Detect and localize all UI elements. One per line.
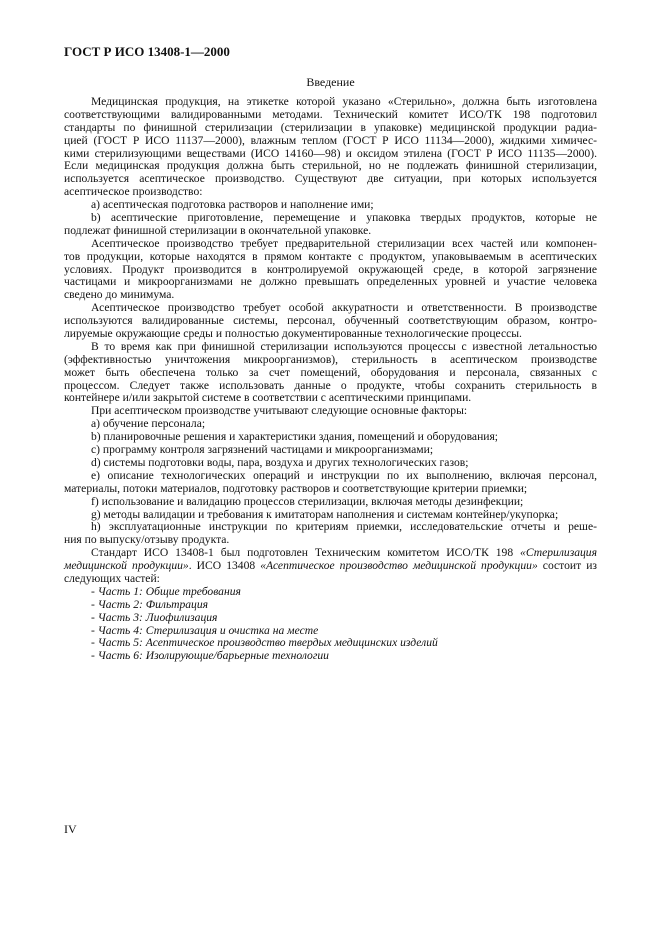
text-segment: тов продукции, которые находятся в прямом контакте с продуктом, упаковываемым в асептических [64,249,597,263]
text-segment: Медицинская продукция, на этикетке которой указано «Стерильно», должна быть изготовлена [91,95,597,108]
text-segment: используются валидированные системы, персонал, обученный соответствующим образом, контро- [64,314,597,328]
italic-text: - Часть 5: Асептическое производство твердых медицинских изделий [91,636,438,650]
text-segment: может быть обеспечена только за счет помещений, оборудования и персонала, связанных с [64,365,597,379]
text-segment: стандарты по финишной стерилизации (стерилизации в упаковке) медицинской продукции радиа- [64,120,597,134]
text-segment: a) обучение персонала; [91,417,206,431]
document-body [64,96,597,663]
text-segment: g) методы валидации и требования к имитаторам наполнения и системам контейнер/укупорка; [91,507,559,521]
italic-text: медицинской продукции» [64,559,189,573]
text-segment: h) эксплуатационные инструкции по критериям приемки, исследовательские отчеты и реше- [91,520,597,534]
text-segment: цией (ГОСТ Р ИСО 11137—2000), влажным теплом (ГОСТ Р ИСО 11134—2000), жидкими химичес- [64,133,597,147]
text-segment: материалы, потоки материалов, подготовку растворов и соответствующие критерии приемки; [64,481,528,495]
text-segment: соответствующими валидированными методами. Технический комитет ИСО/ТК 198 подготовил [64,107,597,121]
italic-text: - Часть 2: Фильтрация [91,597,209,611]
text-segment: ния по выпуску/отзыву продукта. [64,533,230,547]
italic-text: - Часть 6: Изолирующие/барьерные технологии [91,649,329,663]
text-segment: процессом. Следует также использовать данные о продукте, чтобы сохранить стерильность в [64,378,597,392]
text-segment: следующих частей: [64,571,160,585]
italic-text: - Часть 3: Лиофилизация [91,610,218,624]
text-segment: c) программу контроля загрязнений частицами и микроорганизмами; [91,443,434,457]
section-title: Введение [306,75,355,89]
text-segment: асептическое производство: [64,185,203,199]
text-segment: Стандарт ИСО 13408-1 был подготовлен Техническим комитетом ИСО/ТК 198 [91,546,521,560]
text-segment: . ИСО 13408 [188,559,261,573]
text-segment: Если медицинская продукция должна быть стерильной, но не подлежать финишной стерилизации, [64,159,597,173]
document-header: ГОСТ Р ИСО 13408-1—2000 [64,44,230,59]
text-segment: используется асептическое производство. Существуют две ситуации, при которых используется [64,172,597,186]
text-segment: a) асептическая подготовка растворов и наполнение ими; [91,198,374,212]
text-segment: d) системы подготовки воды, пара, воздуха и других технологических газов; [91,455,469,469]
italic-text: - Часть 1: Общие требования [91,584,241,598]
text-segment: частицами и микроорганизмами не должно превышать определенных уровней и участие человека [64,275,597,289]
text-line [64,650,597,663]
text-segment: b) планировочные решения и характеристики здания, помещений и оборудования; [91,430,499,444]
text-segment: f) использование и валидацию процессов стерилизации, включая методы дезинфекции; [91,494,524,508]
text-segment: Асептическое производство требует особой аккуратности и ответственности. В производстве [91,301,597,315]
text-segment: e) описание технологических операций и инструкции по их выполнению, включая персонал, [91,468,597,482]
text-segment: лируемые окружающие среды и полностью документированные технологические процессы. [64,327,522,341]
text-segment: условиях. Продукт производится в контролируемой окружающей среде, в которой загрязнение [64,262,597,276]
text-segment: сведено до минимума. [64,288,175,302]
italic-text: - Часть 4: Стерилизация и очистка на месте [91,623,319,637]
text-segment: кими стерилизующими веществами (ИСО 14160—98) и оксидом этилена (ГОСТ Р ИСО 11135—2000). [64,146,597,160]
text-segment: (эффективностью уничтожения микроорганизмов), стерильность в асептическом производстве [64,352,597,366]
italic-text: «Стерилизация [520,546,597,560]
text-segment: контейнере и/или закрытой системе в соответствии с асептическими принципами. [64,391,472,405]
text-segment: состоит из [537,559,597,573]
text-segment: В то время как при финишной стерилизации используются процессы с известной летальностью [91,339,597,353]
page-number: IV [64,822,77,836]
text-segment: b) асептические приготовление, перемещение и упаковка твердых продуктов, которые не [91,211,597,225]
text-segment: При асептическом производстве учитывают следующие основные факторы: [91,404,468,418]
text-segment: подлежат финишной стерилизации в окончательной упаковке. [64,223,372,237]
italic-text: «Асептическое производство медицинской продукции» [260,559,538,573]
text-segment: Асептическое производство требует предварительной стерилизации всех частей или компонен- [91,236,597,250]
